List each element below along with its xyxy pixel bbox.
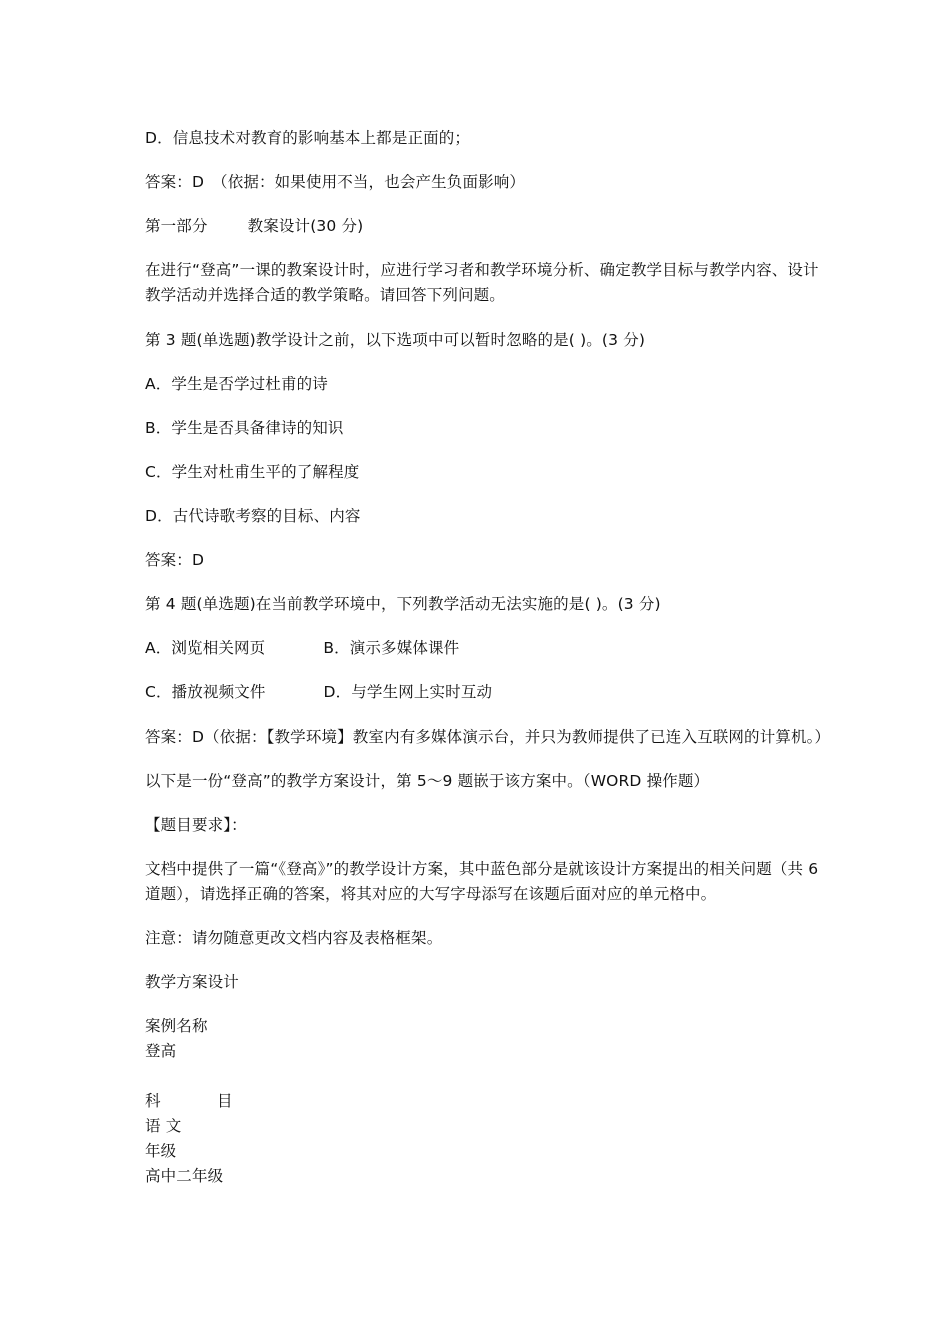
case-name-block bbox=[145, 1014, 825, 1189]
option-d-line: D．信息技术对教育的影响基本上都是正面的； bbox=[145, 129, 471, 147]
plan-intro: 以下是一份“登高”的教学方案设计，第 5～9 题嵌于该方案中。（WORD 操作题） bbox=[145, 771, 710, 790]
q3-option-c: C．学生对杜甫生平的了解程度 bbox=[145, 462, 360, 481]
answer-basis: （依据：如果使用不当，也会产生负面影响） bbox=[212, 173, 526, 192]
notice-text: 注意：请勿随意更改文档内容及表格框架。 bbox=[145, 929, 443, 948]
question-3: 第 3 题(单选题)教学设计之前，以下选项中可以暂时忽略的是( )。(3 分) bbox=[145, 330, 646, 349]
plan-title: 教学方案设计 bbox=[145, 973, 239, 992]
q3-answer: 答案：D bbox=[145, 551, 205, 570]
case-name-label: 案例名称 bbox=[145, 1017, 208, 1036]
document-body bbox=[145, 126, 831, 1208]
section-title: 教案设计(30 分) bbox=[247, 217, 364, 236]
q4-option-b: B．演示多媒体课件 bbox=[323, 639, 460, 658]
intro-paragraph: 在进行“登高”一课的教案设计时，应进行学习者和教学环境分析、确定教学目标与教学内容、设计教学活动并选择合适的教学策略。请回答下列问题。 bbox=[145, 261, 819, 305]
q4-option-a: A．浏览相关网页 bbox=[145, 639, 266, 658]
q3-option-d: D．古代诗歌考察的目标、内容 bbox=[145, 506, 361, 525]
answer-line bbox=[145, 170, 825, 195]
grade-value: 高中二年级 bbox=[145, 1167, 224, 1186]
q3-option-b: B．学生是否具备律诗的知识 bbox=[145, 418, 344, 437]
requirements-heading: 【题目要求】： bbox=[145, 815, 247, 834]
section-part: 第一部分 bbox=[145, 217, 208, 236]
q4-options-row-1 bbox=[145, 636, 825, 661]
question-4: 第 4 题(单选题)在当前教学环境中，下列教学活动无法实施的是( )。(3 分) bbox=[145, 595, 661, 614]
q4-answer: 答案：D（依据：【教学环境】教室内有多媒体演示台，并只为教师提供了已连入互联网的计算机。） bbox=[145, 727, 831, 746]
q4-option-d: D．与学生网上实时互动 bbox=[323, 683, 493, 702]
subject-value: 语 文 bbox=[145, 1117, 182, 1136]
section-heading bbox=[145, 214, 825, 239]
grade-label: 年级 bbox=[145, 1142, 177, 1161]
q4-option-c: C．播放视频文件 bbox=[145, 683, 266, 702]
answer-label: 答案：D bbox=[145, 173, 205, 192]
case-name-value: 登高 bbox=[145, 1042, 177, 1061]
q4-options-row-2 bbox=[145, 680, 825, 705]
requirements-text: 文档中提供了一篇“《登高》”的教学设计方案，其中蓝色部分是就该设计方案提出的相关问题（共 6 道题），请选择正确的答案，将其对应的大写字母添写在该题后面对应的单元格中。 bbox=[145, 859, 819, 903]
subject-label: 科 目 bbox=[145, 1092, 233, 1111]
q3-option-a: A．学生是否学过杜甫的诗 bbox=[145, 374, 328, 393]
